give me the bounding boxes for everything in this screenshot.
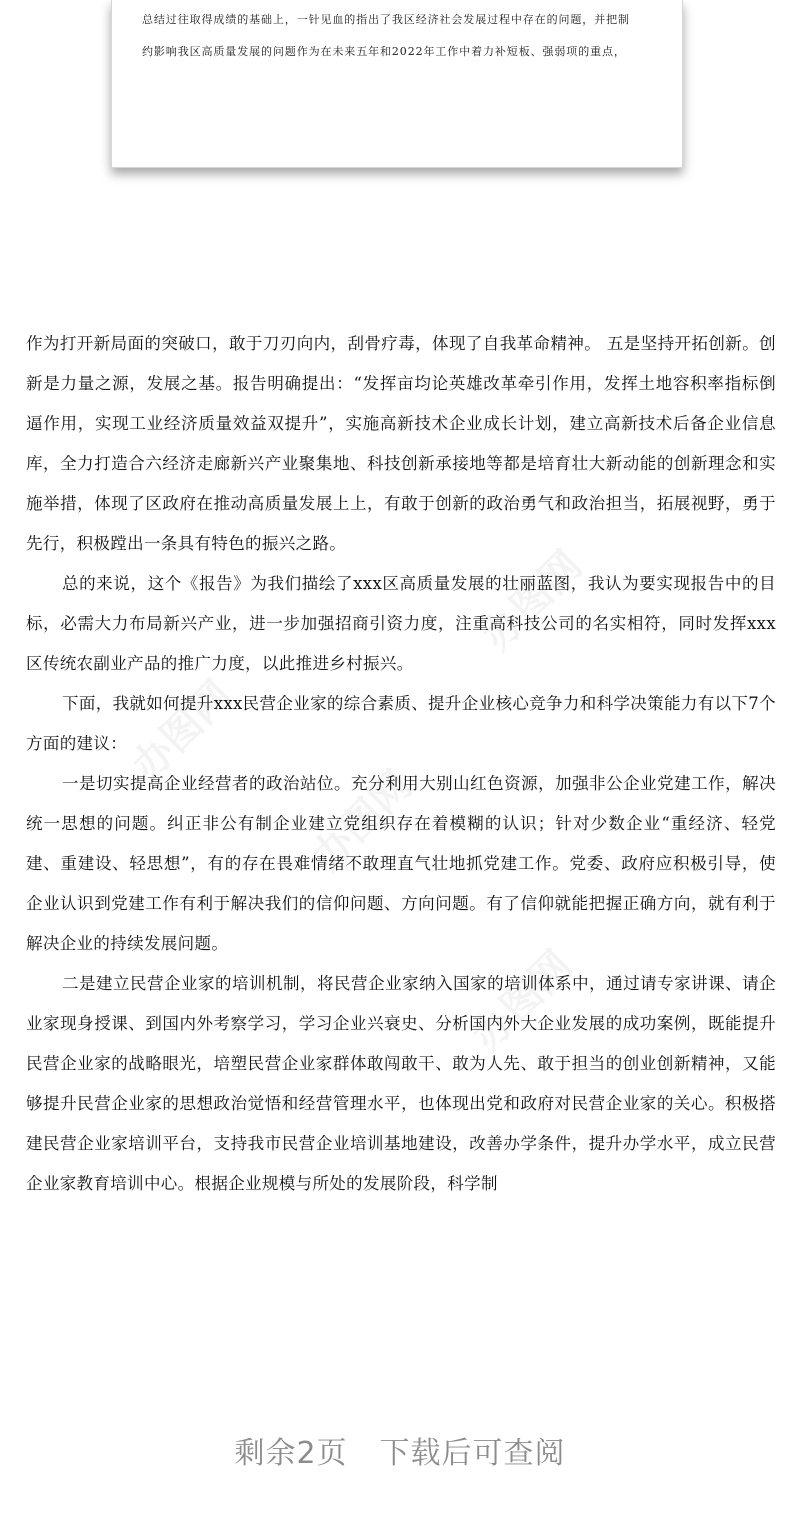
- watermark: 办图网: [473, 542, 592, 660]
- paragraph-suggestion-one: 一是切实提高企业经营者的政治站位。充分利用大别山红色资源，加强非公企业党建工作，解决统一思想的问题。纠正非公有制企业建立党组织存在着模糊的认识；针对少数企业“重经济、轻党建、重建设、轻思想”，有的存在畏难情绪不敢理直气壮地抓党建工作。党委、政府应积极引导，使企业认识到党建工作有利于解决我们的信仰问题、方向问题。有了信仰就能把握正确方向，就有利于解决企业的持续发展问题。: [26, 774, 776, 953]
- paragraph-suggestion-two: 二是建立民营企业家的培训机制，将民营企业家纳入国家的培训体系中，通过请专家讲课、请企业家现身授课、到国内外考察学习，学习企业兴衰史、分析国内外大企业发展的成功案例，既能提升民营企业家的战略眼光，培塑民营企业家群体敢闯敢干、敢为人先、敢于担当的创业创新精神，又能够提升民营企业家的思想政治觉悟和经营管理水平，也体现出党和政府对民营企业家的关心。积极搭建民营企业家培训平台，支持我市民营企业培训基地建设，改善办学条件，提升办学水平，成立民营企业家教育培训中心。根据企业规模与所处的发展阶段，科学制: [26, 974, 776, 1193]
- download-to-view-label[interactable]: 下载后可查阅: [379, 1436, 566, 1471]
- remaining-pages-notice[interactable]: [0, 1428, 800, 1472]
- watermark: 办图网: [303, 762, 422, 880]
- paragraph-continuation: 作为打开新局面的突破口，敢于刀刃向内，刮骨疗毒，体现了自我革命精神。 五是坚持开拓创新。创新是力量之源，发展之基。报告明确提出：“发挥亩均论英雄改革牵引作用，发挥土地容积率指标倒逼作用，实现工业经济质量效益双提升”，实施高新技术企业成长计划，建立高新技术后备企业信息库，全力打造合六经济走廊新兴产业聚集地、科技创新承接地等都是培育壮大新动能的创新理念和实施举措，体现了区政府在推动高质量发展上上，有敢于创新的政治勇气和政治担当，拓展视野，勇于先行，积极蹚出一条具有特色的振兴之路。: [26, 334, 776, 553]
- preview-text-line: 约影响我区高质量发展的问题作为在未来五年和2022年工作中着力补短板、强弱项的重点，: [142, 45, 626, 58]
- watermark: 办图网: [463, 942, 582, 1060]
- paragraph-summary: 总的来说，这个《报告》为我们描绘了xxx区高质量发展的壮丽蓝图，我认为要实现报告中的目标，必需大力布局新兴产业，进一步加强招商引资力度，注重高科技公司的名实相符，同时发挥xxx区传统农副业产品的推广力度，以此推进乡村振兴。: [26, 574, 776, 673]
- watermark: 办图网: [123, 672, 242, 790]
- preview-text-line: 总结过往取得成绩的基础上，一针见血的指出了我区经济社会发展过程中存在的问题，并把制: [142, 13, 630, 26]
- remaining-pages-label[interactable]: 剩余2页: [234, 1436, 348, 1471]
- previous-page-preview: [111, 0, 683, 168]
- document-body: [26, 324, 776, 1204]
- paragraph-suggestions-intro: 下面，我就如何提升xxx民营企业家的综合素质、提升企业核心竞争力和科学决策能力有以下7个方面的建议：: [26, 694, 776, 753]
